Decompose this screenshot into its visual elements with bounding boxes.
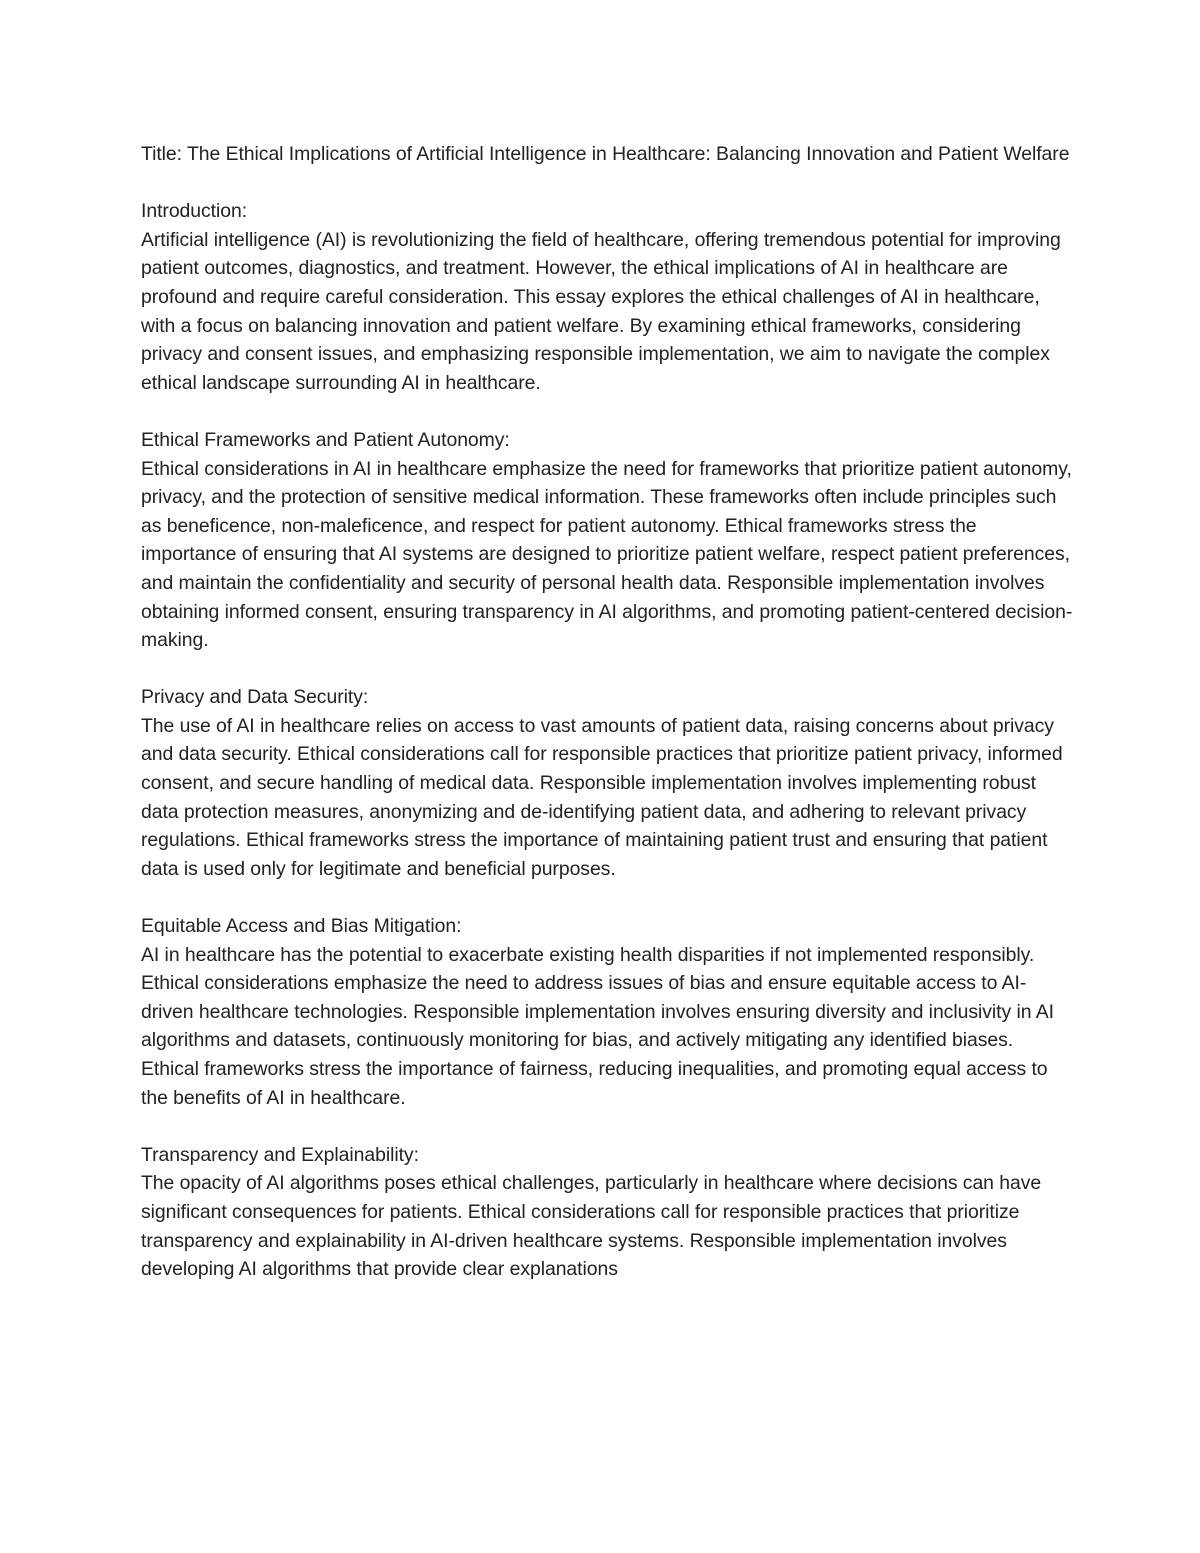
section-body-privacy: The use of AI in healthcare relies on access to vast amounts of patient data, raising concerns about privacy and data security. Ethical considerations call for responsible practices that prioritize patient privacy, informed consent, and secure handling of medical data. Responsible implementation involves implementing robust data protection measures, anonymizing and de-identifying patient data, and adhering to relevant privacy regulations. Ethical frameworks stress the importance of maintaining patient trust and ensuring that patient data is used only for legitimate and beneficial purposes. — [141, 714, 1063, 880]
paragraph-gap — [141, 1112, 1076, 1141]
paragraph-gap — [141, 397, 1076, 426]
document-body — [141, 140, 1076, 1284]
section-body-ethical-frameworks: Ethical considerations in AI in healthcare emphasize the need for frameworks that prioritize patient autonomy, privacy, and the protection of sensitive medical information. These frameworks often include principles such as beneficence, non-maleficence, and respect for patient autonomy. Ethical frameworks stress the importance of ensuring that AI systems are designed to prioritize patient welfare, respect patient preferences, and maintain the confidentiality and security of personal health data. Responsible implementation involves obtaining informed consent, ensuring transparency in AI algorithms, and promoting patient-centered decision-making. — [141, 457, 1073, 652]
section-heading-privacy: Privacy and Data Security: — [141, 686, 369, 709]
section-heading-equitable-access: Equitable Access and Bias Mitigation: — [141, 915, 462, 938]
section-heading-introduction: Introduction: — [141, 200, 248, 223]
section-body-equitable-access: AI in healthcare has the potential to exacerbate existing health disparities if not implemented responsibly. Ethical considerations emphasize the need to address issues of bias and ensure equitable access to AI-driven healthcare technologies. Responsible implementation involves ensuring diversity and inclusivity in AI algorithms and datasets, continuously monitoring for bias, and actively mitigating any identified biases. Ethical frameworks stress the importance of fairness, reducing inequalities, and promoting equal access to the benefits of AI in healthcare. — [141, 943, 1054, 1109]
paragraph-gap — [141, 883, 1076, 912]
paragraph-gap — [141, 169, 1076, 198]
section-heading-ethical-frameworks: Ethical Frameworks and Patient Autonomy: — [141, 428, 510, 451]
section-body-transparency: The opacity of AI algorithms poses ethical challenges, particularly in healthcare where decisions can have significant consequences for patients. Ethical considerations call for responsible practices that prioritize transparency and explainability in AI-driven healthcare systems. Responsible implementation involves developing AI algorithms that provide clear explanations — [141, 1172, 1042, 1281]
document-title: Title: The Ethical Implications of Artificial Intelligence in Healthcare: Balancing Innovation and Patient Welfare — [141, 143, 1070, 165]
section-heading-transparency: Transparency and Explainability: — [141, 1143, 419, 1166]
section-body-introduction: Artificial intelligence (AI) is revolutionizing the field of healthcare, offering tremendous potential for improving patient outcomes, diagnostics, and treatment. However, the ethical implications of AI in healthcare are profound and require careful consideration. This essay explores the ethical challenges of AI in healthcare, with a focus on balancing innovation and patient welfare. By examining ethical frameworks, considering privacy and consent issues, and emphasizing responsible implementation, we aim to navigate the complex ethical landscape surrounding AI in healthcare. — [141, 228, 1061, 394]
paragraph-gap — [141, 655, 1076, 684]
